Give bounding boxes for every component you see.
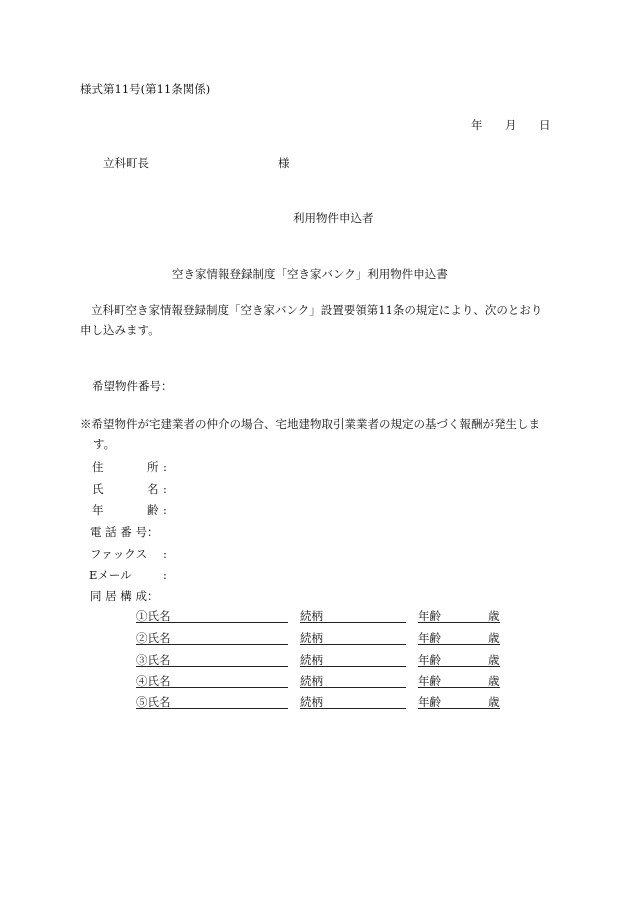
household-relation-line: [300, 644, 406, 645]
body-line-2: 申し込みます。: [80, 323, 160, 337]
address-label-b: 所: [147, 460, 159, 474]
household-name-line: [136, 708, 288, 709]
household-name-label: ⑤氏名: [136, 695, 171, 709]
household-relation-line: [300, 708, 406, 709]
name-label-b: 名: [147, 482, 159, 496]
address-label-a: 住: [92, 460, 104, 474]
email-colon: :: [163, 568, 167, 582]
date-year-label: 年: [471, 118, 483, 132]
fax-label: ファックス: [90, 547, 148, 561]
property-number-label: 希望物件番号：: [92, 379, 173, 393]
fax-colon: :: [163, 547, 167, 561]
body-line-1: 立科町空き家情報登録制度「空き家バンク」設置要領第11条の規定により、次のとおり: [91, 303, 543, 317]
date-day-label: 日: [539, 118, 551, 132]
household-age-unit: 歳: [488, 631, 500, 645]
household-name-label: ③氏名: [136, 653, 171, 667]
household-age-unit: 歳: [488, 653, 500, 667]
addressee-name: 立科町長: [103, 156, 149, 170]
household-age-line: [418, 666, 500, 667]
household-label: 同 居 構 成：: [90, 589, 159, 603]
form-number: 様式第11号(第11条関係): [80, 82, 211, 96]
household-age-label: 年齢: [418, 653, 441, 667]
applicant-label: 利用物件申込者: [293, 211, 374, 225]
notice-line-1: ※希望物件が宅建業者の仲介の場合、宅地建物取引業業者の規定の基づく報酬が発生しま: [80, 417, 540, 431]
name-colon: :: [163, 482, 167, 496]
phone-label: 電 話 番 号：: [90, 525, 159, 539]
addressee-suffix: 様: [278, 156, 290, 170]
household-age-label: 年齢: [418, 631, 441, 645]
notice-line-2: す。: [93, 437, 116, 451]
age-colon: :: [163, 503, 167, 517]
household-relation-label: 続柄: [300, 653, 323, 667]
household-age-line: [418, 622, 500, 623]
household-relation-label: 続柄: [300, 695, 323, 709]
age-label-b: 齢: [147, 503, 159, 517]
age-label-a: 年: [92, 503, 104, 517]
household-name-line: [136, 622, 288, 623]
household-age-unit: 歳: [488, 674, 500, 688]
household-name-label: ①氏名: [136, 609, 171, 623]
household-name-line: [136, 687, 288, 688]
address-colon: :: [163, 460, 167, 474]
household-relation-line: [300, 622, 406, 623]
household-age-line: [418, 644, 500, 645]
document-title: 空き家情報登録制度「空き家バンク」利用物件申込書: [172, 267, 448, 281]
household-relation-line: [300, 666, 406, 667]
date-month-label: 月: [505, 118, 517, 132]
household-name-label: ④氏名: [136, 674, 171, 688]
household-age-label: 年齢: [418, 695, 441, 709]
household-name-line: [136, 644, 288, 645]
email-label: Eメール: [89, 568, 132, 582]
household-age-label: 年齢: [418, 674, 441, 688]
household-age-line: [418, 708, 500, 709]
household-relation-label: 続柄: [300, 674, 323, 688]
household-age-label: 年齢: [418, 609, 441, 623]
household-name-label: ②氏名: [136, 631, 171, 645]
household-relation-label: 続柄: [300, 609, 323, 623]
household-age-unit: 歳: [488, 609, 500, 623]
household-relation-line: [300, 687, 406, 688]
household-name-line: [136, 666, 288, 667]
household-age-unit: 歳: [488, 695, 500, 709]
name-label-a: 氏: [92, 482, 104, 496]
household-age-line: [418, 687, 500, 688]
household-relation-label: 続柄: [300, 631, 323, 645]
